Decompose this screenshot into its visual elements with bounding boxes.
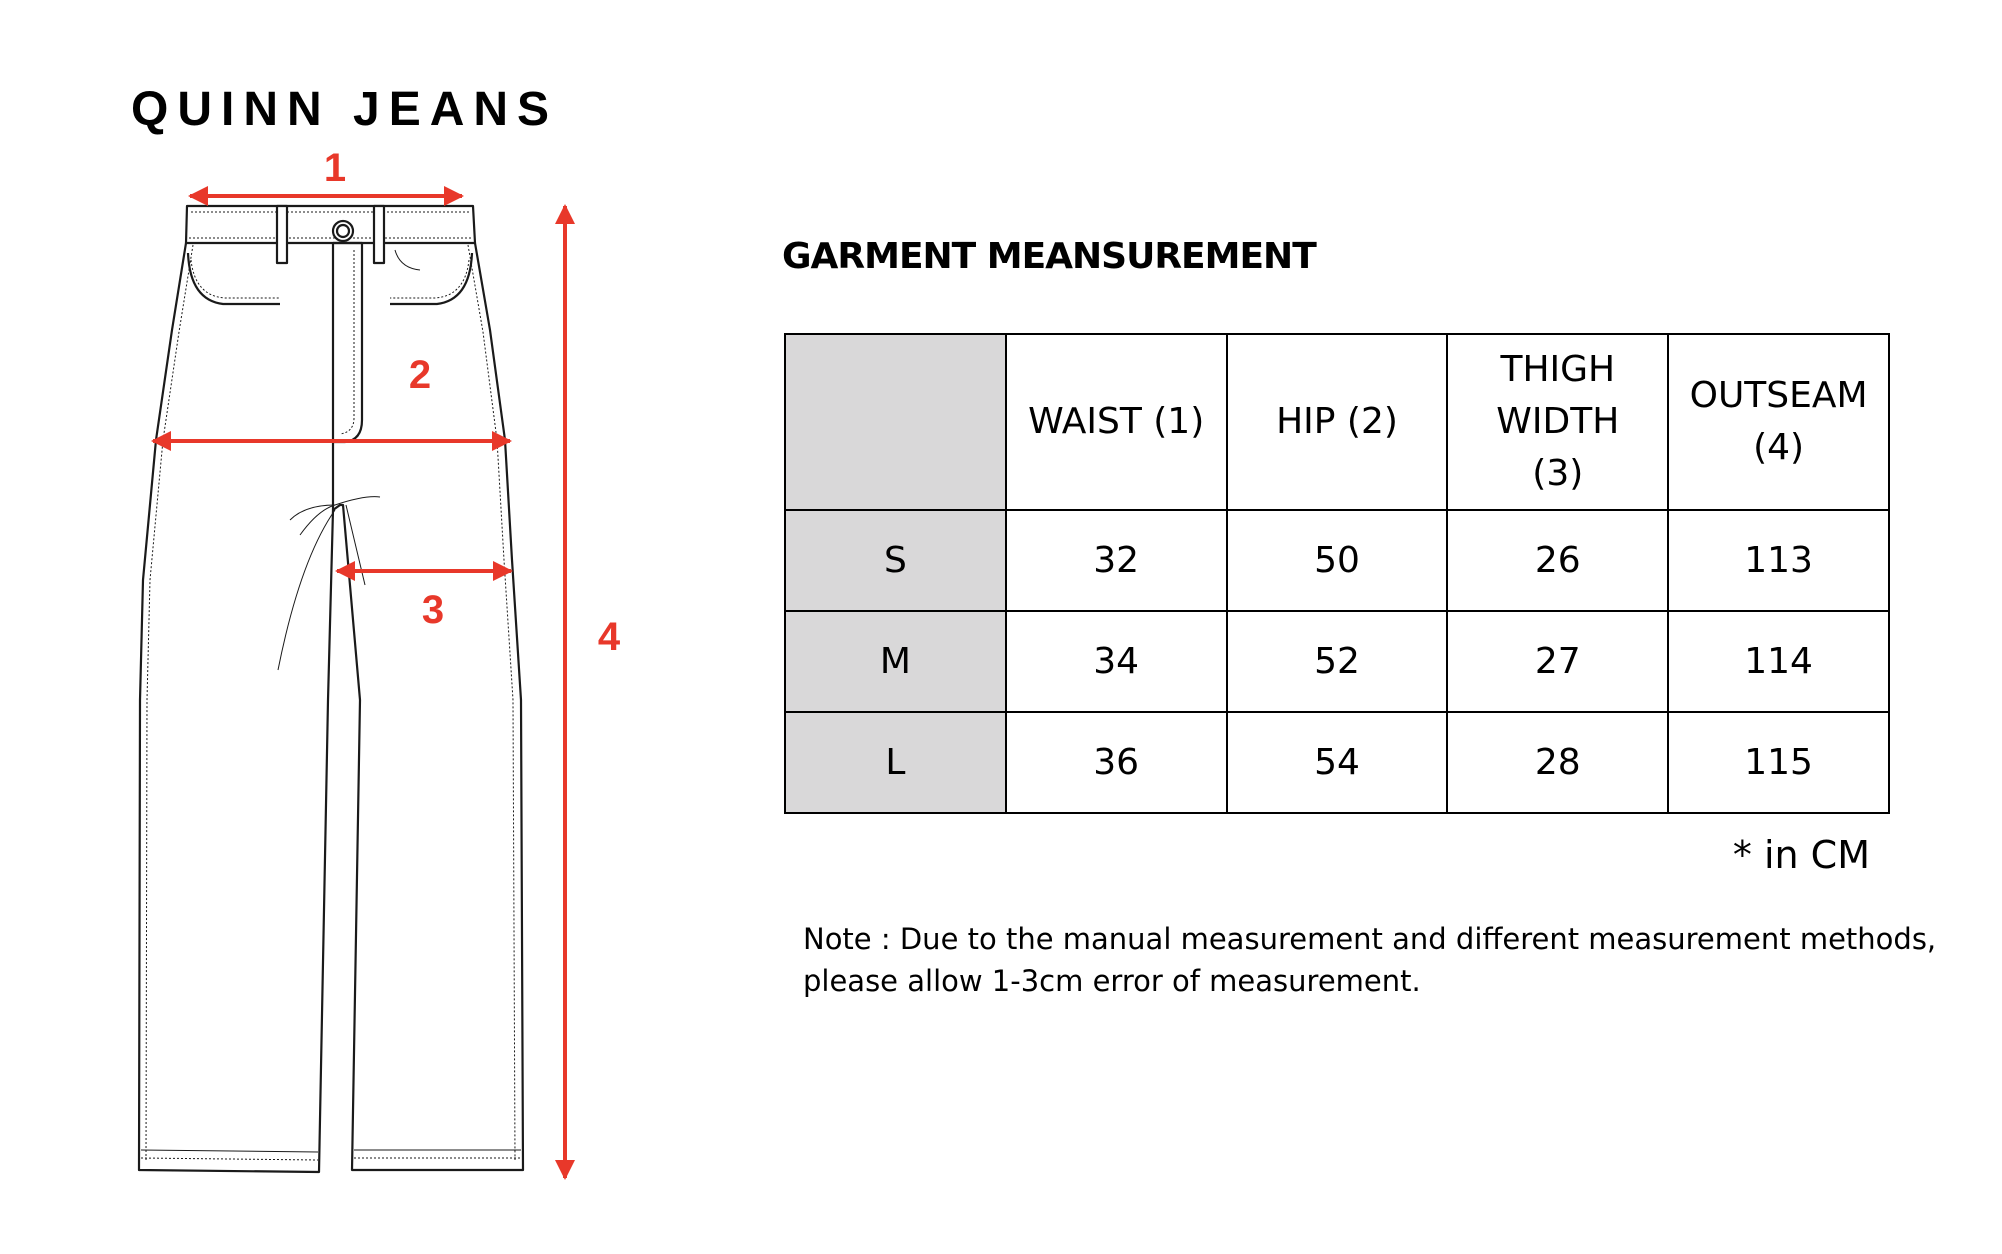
waist-cell: 32 bbox=[1006, 510, 1227, 611]
jeans-diagram bbox=[0, 0, 700, 1254]
thigh-marker-label: 3 bbox=[421, 588, 445, 632]
column-header-hip: HIP (2) bbox=[1227, 334, 1448, 510]
measurement-disclaimer bbox=[803, 918, 1936, 1002]
column-header-thigh-width bbox=[1447, 334, 1668, 510]
table-row bbox=[785, 510, 1889, 611]
waist-cell: 36 bbox=[1006, 712, 1227, 813]
corner-cell bbox=[785, 334, 1006, 510]
jeans-outline bbox=[139, 206, 523, 1172]
outseam-cell: 115 bbox=[1668, 712, 1889, 813]
table-row bbox=[785, 611, 1889, 712]
thigh-width-label: THIGH WIDTH (3) bbox=[1496, 349, 1620, 494]
disclaimer-line-1: Note : Due to the manual measurement and different measurement methods, bbox=[803, 922, 1937, 956]
outseam-cell: 113 bbox=[1668, 510, 1889, 611]
disclaimer-line-2: please allow 1-3cm error of measurement. bbox=[803, 964, 1421, 998]
size-chart-table bbox=[784, 333, 1890, 814]
column-header-outseam bbox=[1668, 334, 1889, 510]
hip-cell: 52 bbox=[1227, 611, 1448, 712]
waist-marker-label: 1 bbox=[323, 146, 347, 190]
hip-cell: 50 bbox=[1227, 510, 1448, 611]
unit-note: * in CM bbox=[1732, 833, 1870, 877]
table-heading: GARMENT MEANSUREMENT bbox=[782, 236, 1316, 277]
hip-marker-label: 2 bbox=[408, 353, 432, 397]
column-header-waist: WAIST (1) bbox=[1006, 334, 1227, 510]
table-row bbox=[785, 712, 1889, 813]
product-title: QUINN JEANS bbox=[131, 83, 559, 136]
outseam-cell: 114 bbox=[1668, 611, 1889, 712]
waist-cell: 34 bbox=[1006, 611, 1227, 712]
hip-cell: 54 bbox=[1227, 712, 1448, 813]
thigh-width-cell: 26 bbox=[1447, 510, 1668, 611]
outseam-label: OUTSEAM (4) bbox=[1689, 375, 1868, 468]
size-cell: M bbox=[785, 611, 1006, 712]
table-header-row bbox=[785, 334, 1889, 510]
outseam-marker-label: 4 bbox=[597, 615, 621, 659]
thigh-width-cell: 28 bbox=[1447, 712, 1668, 813]
size-cell: L bbox=[785, 712, 1006, 813]
size-cell: S bbox=[785, 510, 1006, 611]
thigh-width-cell: 27 bbox=[1447, 611, 1668, 712]
